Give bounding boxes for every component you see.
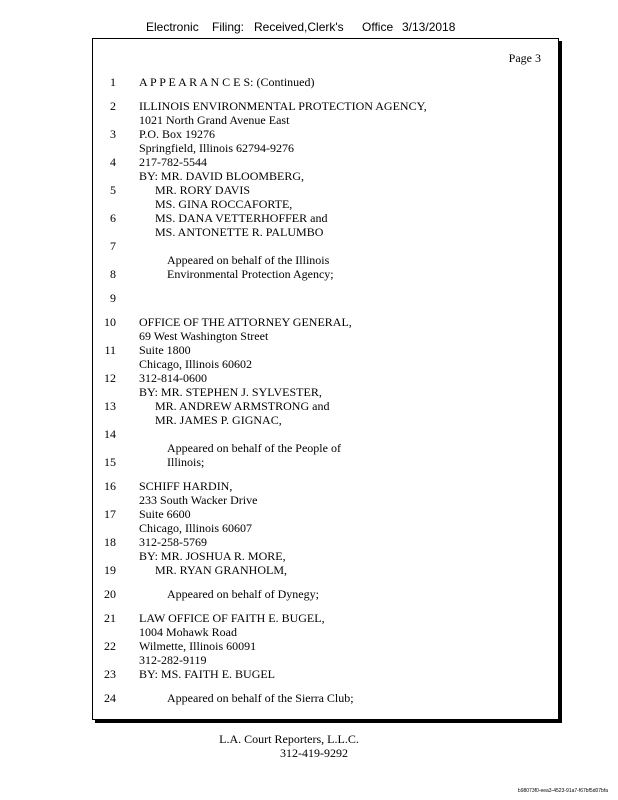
filing-stamp-header (0, 20, 618, 36)
transcript-page (92, 38, 559, 720)
line-text: ILLINOIS ENVIRONMENTAL PROTECTION AGENCY, (139, 99, 427, 113)
transcript-line (93, 183, 558, 197)
line-text: BY: MS. FAITH E. BUGEL (139, 667, 276, 681)
line-text: P.O. Box 19276 (139, 127, 216, 141)
line-text: 312-814-0600 (139, 371, 207, 385)
line-number: 4 (110, 155, 116, 169)
line-number: 17 (104, 507, 116, 521)
transcript-line (93, 639, 558, 653)
line-text: MR. RORY DAVIS (155, 183, 251, 197)
line-text: Appeared on behalf of Dynegy; (167, 587, 319, 601)
transcript-line (93, 197, 558, 211)
transcript-line (93, 169, 558, 183)
document-hash: b98073f0-eea3-4523-91a7-f67bf5d07bfa (517, 788, 608, 794)
transcript-line (93, 455, 558, 469)
line-text: Illinois; (167, 455, 205, 469)
line-number: 21 (104, 611, 116, 625)
transcript-line (93, 75, 558, 89)
transcript-line (93, 535, 558, 549)
line-number: 8 (110, 267, 116, 281)
transcript-line (93, 625, 558, 639)
line-text: 1021 North Grand Avenue East (139, 113, 290, 127)
line-text: MS. DANA VETTERHOFFER and (155, 211, 328, 225)
line-number: 15 (104, 455, 116, 469)
line-text: 217-782-5544 (139, 155, 207, 169)
line-text: 233 South Wacker Drive (139, 493, 258, 507)
transcript-line (93, 141, 558, 155)
line-number: 23 (104, 667, 116, 681)
transcript-line (93, 667, 558, 681)
line-text: 69 West Washington Street (139, 329, 269, 343)
transcript-line (93, 253, 558, 267)
transcript-line (93, 343, 558, 357)
line-text: MR. RYAN GRANHOLM, (155, 563, 288, 577)
line-number: 18 (104, 535, 116, 549)
transcript-line (93, 239, 558, 253)
line-text: MR. ANDREW ARMSTRONG and (155, 399, 330, 413)
line-text: SCHIFF HARDIN, (139, 479, 233, 493)
transcript-line (93, 479, 558, 493)
transcript-line (93, 611, 558, 625)
page-number: Page 3 (508, 51, 541, 65)
line-text: MS. GINA ROCCAFORTE, (155, 197, 293, 211)
line-text: BY: MR. DAVID BLOOMBERG, (139, 169, 305, 183)
line-number: 11 (104, 343, 116, 357)
line-number: 13 (104, 399, 116, 413)
transcript-line (93, 385, 558, 399)
transcript-line (93, 155, 558, 169)
line-number: 1 (110, 75, 116, 89)
line-number: 16 (104, 479, 116, 493)
transcript-line (93, 315, 558, 329)
line-text: Appeared on behalf of the People of (167, 441, 341, 455)
line-number: 3 (110, 127, 116, 141)
line-text: MR. JAMES P. GIGNAC, (155, 413, 282, 427)
line-number: 20 (104, 587, 116, 601)
footer-company: L.A. Court Reporters, L.L.C. (219, 732, 359, 746)
transcript-line (93, 291, 558, 305)
transcript-line (93, 691, 558, 705)
transcript-line (93, 399, 558, 413)
transcript-line (93, 549, 558, 563)
line-text: A P P E A R A N C E S: (Continued) (139, 75, 315, 89)
line-number: 22 (104, 639, 116, 653)
line-text: Suite 1800 (139, 343, 191, 357)
transcript-line (93, 653, 558, 667)
transcript-line (93, 127, 558, 141)
header-received: Received,Clerk's (254, 20, 344, 34)
header-filing: Filing: (212, 20, 245, 34)
line-text: 312-258-5769 (139, 535, 207, 549)
line-number: 10 (104, 315, 116, 329)
footer-phone: 312-419-9292 (280, 746, 348, 760)
transcript-line (93, 507, 558, 521)
line-text: 1004 Mohawk Road (139, 625, 237, 639)
transcript-line (93, 413, 558, 427)
transcript-line (93, 99, 558, 113)
line-text: 312-282-9119 (139, 653, 207, 667)
transcript-line (93, 329, 558, 343)
transcript-line (93, 371, 558, 385)
line-text: Chicago, Illinois 60607 (139, 521, 252, 535)
transcript-line (93, 211, 558, 225)
line-text: Suite 6600 (139, 507, 191, 521)
header-electronic: Electronic (146, 20, 199, 34)
transcript-line (93, 267, 558, 281)
line-number: 6 (110, 211, 116, 225)
line-text: Wilmette, Illinois 60091 (139, 639, 257, 653)
line-text: Appeared on behalf of the Illinois (167, 253, 330, 267)
transcript-line (93, 493, 558, 507)
line-number: 14 (104, 427, 116, 441)
transcript-line (93, 113, 558, 127)
transcript-line (93, 587, 558, 601)
transcript-line (93, 427, 558, 441)
line-text: Springfield, Illinois 62794-9276 (139, 141, 294, 155)
line-text: Chicago, Illinois 60602 (139, 357, 252, 371)
line-text: BY: MR. STEPHEN J. SYLVESTER, (139, 385, 322, 399)
line-text: OFFICE OF THE ATTORNEY GENERAL, (139, 315, 352, 329)
line-text: Environmental Protection Agency; (167, 267, 334, 281)
transcript-line (93, 225, 558, 239)
line-number: 2 (110, 99, 116, 113)
line-text: Appeared on behalf of the Sierra Club; (167, 691, 354, 705)
line-text: MS. ANTONETTE R. PALUMBO (155, 225, 324, 239)
line-text: LAW OFFICE OF FAITH E. BUGEL, (139, 611, 325, 625)
transcript-line (93, 563, 558, 577)
line-number: 9 (110, 291, 116, 305)
transcript-line (93, 357, 558, 371)
line-text: BY: MR. JOSHUA R. MORE, (139, 549, 286, 563)
line-number: 7 (110, 239, 116, 253)
line-number: 5 (110, 183, 116, 197)
header-office: Office (362, 20, 394, 34)
line-number: 19 (104, 563, 116, 577)
header-date: 3/13/2018 (402, 20, 456, 34)
transcript-line (93, 441, 558, 455)
line-number: 12 (104, 371, 116, 385)
transcript-line (93, 521, 558, 535)
line-number: 24 (104, 691, 116, 705)
